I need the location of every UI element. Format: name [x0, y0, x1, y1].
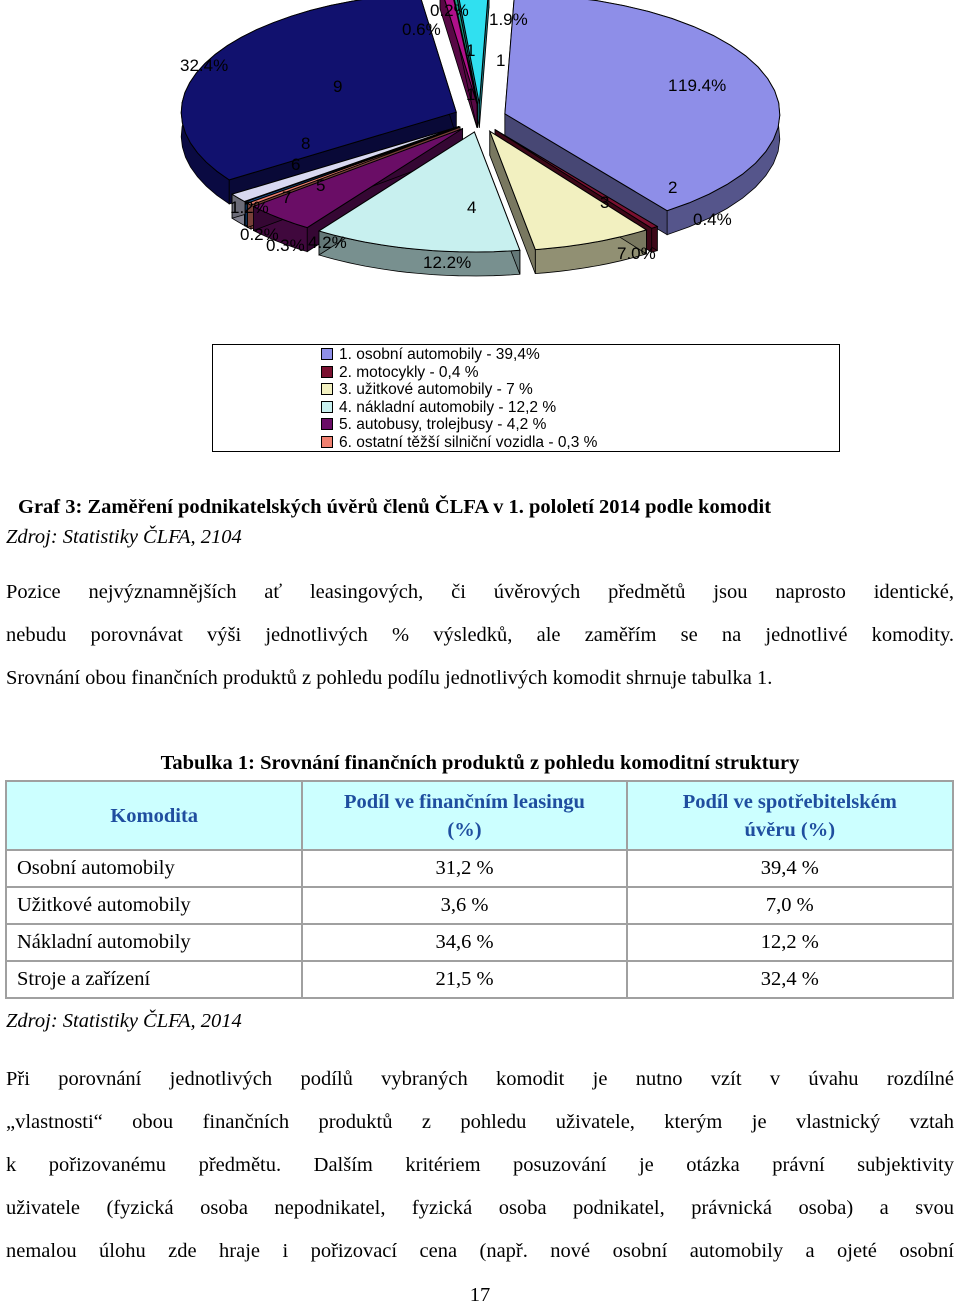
- table-header-row: [6, 781, 953, 850]
- page-number: 17: [469, 1284, 491, 1306]
- legend-swatch: [321, 401, 333, 413]
- legend-swatch: [321, 348, 333, 360]
- cell-credit: 12,2 %: [627, 924, 953, 961]
- slice-percent-label: 19.4%: [678, 76, 727, 95]
- table-row: [6, 850, 953, 887]
- slice-percent-label: 0.6%: [402, 20, 441, 39]
- legend-label: 3. užitkové automobily - 7 %: [339, 381, 533, 398]
- slice-number-label: 1: [466, 85, 476, 104]
- chart-legend: [212, 344, 840, 452]
- slice-percent-label: 32.4%: [180, 56, 229, 75]
- legend-item: [321, 381, 533, 398]
- text-line: „vlastnosti“ obou finančních produktů z pohledu uživatele, kterým je vlastnický vztah: [6, 1111, 954, 1133]
- table-row: [6, 924, 953, 961]
- paragraph-1: [6, 571, 954, 700]
- slice-number-label: 1: [466, 41, 476, 60]
- slice-number-label: 5: [316, 176, 326, 195]
- cell-leasing: 3,6 %: [302, 887, 626, 924]
- table-row: [6, 887, 953, 924]
- slice-number-label: 7: [282, 188, 292, 207]
- legend-item: [321, 346, 540, 363]
- slice-percent-label: 1.9%: [489, 10, 528, 29]
- paragraph-2: [6, 1058, 954, 1273]
- header-credit-share: Podíl ve spotřebitelském úvěru (%): [627, 781, 953, 850]
- cell-leasing: 21,5 %: [302, 961, 626, 998]
- cell-commodity: Osobní automobily: [6, 850, 302, 887]
- slice-number-label: 4: [467, 198, 477, 217]
- text-line: k pořizovanému předmětu. Dalším kritériem posuzování je otázka právní subjektivity: [6, 1154, 954, 1176]
- slice-number-label: 3: [600, 193, 610, 212]
- legend-item: [321, 434, 597, 451]
- slice-number-label: 1: [496, 51, 506, 70]
- legend-item: [321, 416, 546, 433]
- text-line: Srovnání obou finančních produktů z pohledu podílu jednotlivých komodit shrnuje tabulka 1.: [6, 667, 773, 689]
- legend-label: 2. motocykly - 0,4 %: [339, 363, 479, 381]
- text-line: Při porovnání jednotlivých podílů vybraných komodit je nutno vzít v úvahu rozdílné: [6, 1068, 954, 1090]
- chart-source: Zdroj: Statistiky ČLFA, 2104: [6, 526, 242, 548]
- cell-leasing: 34,6 %: [302, 924, 626, 961]
- legend-label: 1. osobní automobily - 39,4%: [339, 346, 540, 363]
- header-commodity: Komodita: [6, 781, 302, 850]
- chart-caption: Graf 3: Zaměření podnikatelských úvěrů členů ČLFA v 1. pololetí 2014 podle komodit: [18, 496, 772, 518]
- table-source: Zdroj: Statistiky ČLFA, 2014: [6, 1010, 242, 1032]
- header-leasing-share: Podíl ve finančním leasingu (%): [302, 781, 626, 850]
- cell-credit: 39,4 %: [627, 850, 953, 887]
- slice-number-label: 8: [301, 134, 311, 153]
- text-line: nebudu porovnávat výši jednotlivých % výsledků, ale zaměřím se na jednotlivé komodity.: [6, 624, 954, 646]
- slice-number-label: 9: [333, 77, 343, 96]
- legend-swatch: [321, 366, 333, 378]
- table-caption: Tabulka 1: Srovnání finančních produktů z pohledu komoditní struktury: [160, 752, 800, 774]
- legend-label: 6. ostatní těžší silniční vozidla - 0,3 %: [339, 433, 598, 451]
- legend-label: 4. nákladní automobily - 12,2 %: [339, 398, 557, 416]
- slice-number-label: 1: [668, 76, 678, 95]
- text-line: Pozice nejvýznamnějších ať leasingových, či úvěrových předmětů jsou naprosto identické,: [6, 581, 954, 603]
- legend-swatch: [321, 383, 333, 395]
- legend-label: 5. autobusy, trolejbusy - 4,2 %: [339, 416, 547, 433]
- slice-percent-label: 4.2%: [308, 233, 347, 252]
- slice-percent-label: 7.0%: [617, 244, 656, 263]
- text-line: nemalou úlohu zde hraje i pořizovací cena (např. nové osobní automobily a ojeté osobní: [6, 1240, 954, 1262]
- cell-credit: 7,0 %: [627, 887, 953, 924]
- slice-percent-label: 1.2%: [230, 198, 269, 217]
- slice-percent-label: 0.2%: [240, 225, 279, 244]
- slice-percent-label: 0.2%: [430, 1, 469, 20]
- text-line: uživatele (fyzická osoba nepodnikatel, fyzická osoba podnikatel, právnická osoba) a svou: [6, 1197, 954, 1219]
- pie-chart: [0, 0, 960, 460]
- slice-percent-label: 0.3%: [266, 236, 305, 255]
- pie-chart-svg: [0, 0, 960, 340]
- cell-commodity: Nákladní automobily: [6, 924, 302, 961]
- slice-percent-label: 12.2%: [423, 253, 472, 272]
- table-row: [6, 961, 953, 998]
- legend-swatch: [321, 436, 333, 448]
- slice-number-label: 2: [668, 178, 678, 197]
- cell-credit: 32,4 %: [627, 961, 953, 998]
- legend-swatch: [321, 418, 333, 430]
- legend-item: [321, 364, 479, 381]
- cell-commodity: Užitkové automobily: [6, 887, 302, 924]
- slice-percent-label: 0.4%: [693, 210, 732, 229]
- comparison-table: [5, 780, 954, 999]
- cell-commodity: Stroje a zařízení: [6, 961, 302, 998]
- slice-number-label: 6: [291, 155, 301, 174]
- legend-item: [321, 399, 556, 416]
- cell-leasing: 31,2 %: [302, 850, 626, 887]
